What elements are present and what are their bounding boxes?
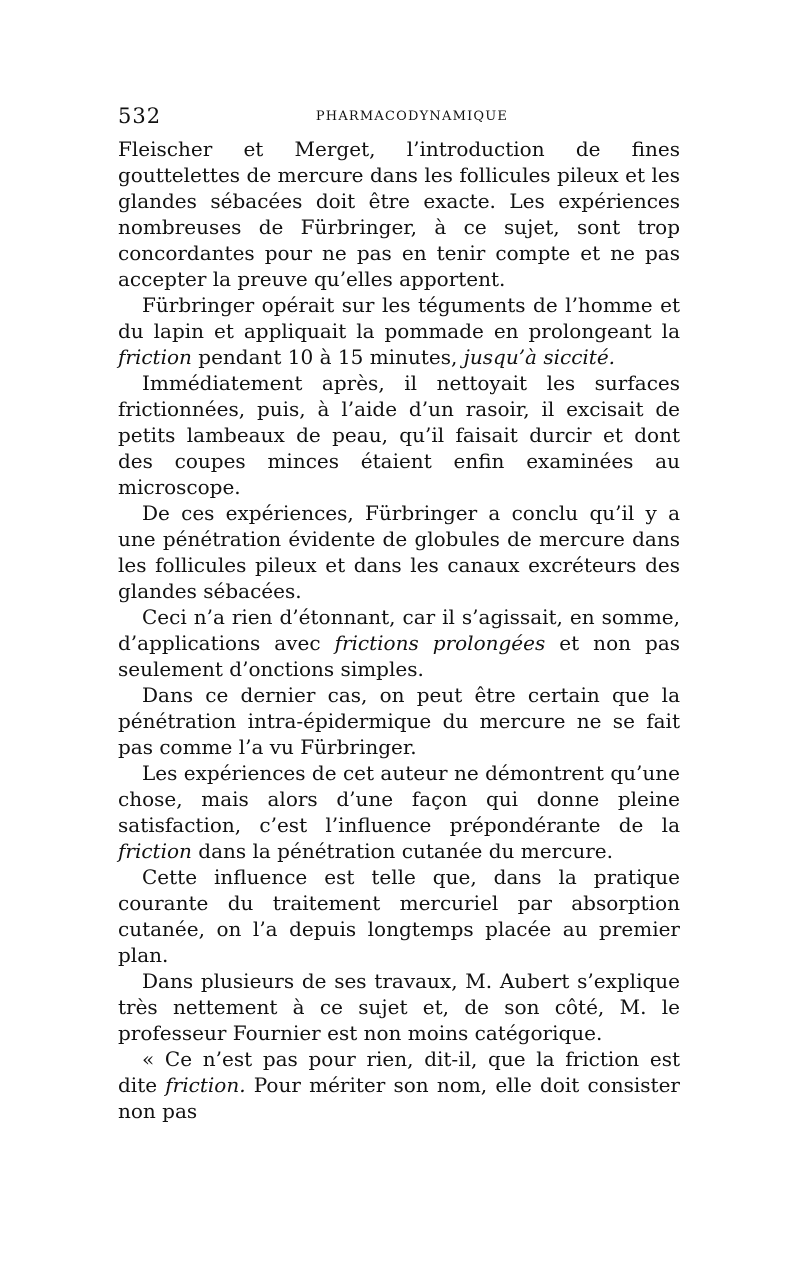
text-run: Dans ce dernier cas, on peut être certain que la pénétration intra-épidermique du mercure ne se fait pas comme l’a vu Fürbringer. [118,683,680,759]
text-run: Fürbringer opérait sur les téguments de l’homme et du lapin et appliquait la pommade en prolongeant la [118,293,680,343]
text-run: dans la pénétration cutanée du mercure. [191,839,613,863]
text-run: Dans plusieurs de ses travaux, M. Aubert s’explique très nettement à ce sujet et, de son côté, M. le professeur Fournier est non moins catégorique. [118,969,680,1045]
italic-text: friction. [165,1073,246,1097]
paragraph [118,292,680,370]
italic-text: frictions prolongées [334,631,546,655]
body-text [118,136,680,1124]
text-run: Les expériences de cet auteur ne démontrent qu’une chose, mais alors d’une façon qui donne pleine satisfaction, c’est l’influence prépondérante de la [118,761,680,837]
italic-text: jusqu’à siccité. [463,345,616,369]
page-number: 532 [118,104,162,128]
italic-text: friction [118,345,192,369]
paragraph [118,968,680,1046]
text-run: pendant 10 à 15 minutes, [191,345,464,369]
paragraph [118,864,680,968]
paragraph [118,1046,680,1124]
text-run: Pour mériter son nom, elle doit consister non pas [118,1073,680,1123]
paragraph [118,760,680,864]
text-run: Immédiatement après, il nettoyait les surfaces frictionnées, puis, à l’aide d’un rasoir, il excisait de petits lambeaux de peau, qu’il faisait durcir et dont des coupes minces étaient enfin examinées au microscope. [118,371,680,499]
text-run: Cette influence est telle que, dans la pratique courante du traitement mercuriel par absorption cutanée, on l’a depuis longtemps placée au premier plan. [118,865,680,967]
text-run: Fleischer et Merget, l’introduction de fines gouttelettes de mercure dans les follicules pileux et les glandes sébacées doit être exacte. Les expériences nombreuses de Fürbringer, à ce sujet, sont trop concordantes pour ne pas en tenir compte et ne pas accepter la preuve qu’elles apportent. [118,137,680,291]
italic-text: friction [118,839,192,863]
text-run: et non pas seulement d’onctions simples. [118,631,681,681]
running-head [118,100,680,136]
paragraph [118,370,680,500]
book-page [118,100,680,1124]
paragraph [118,500,680,604]
text-run: Ceci n’a rien d’étonnant, car il s’agissait, en somme, d’applications avec [118,605,680,655]
text-run: « Ce n’est pas pour rien, dit-il, que la friction est dite [118,1047,680,1097]
paragraph [118,682,680,760]
text-run: De ces expériences, Fürbringer a conclu qu’il y a une pénétration évidente de globules de mercure dans les follicules pileux et dans les canaux excréteurs des glandes sébacées. [118,501,680,603]
paragraph [118,136,680,292]
running-title: PHARMACODYNAMIQUE [315,109,509,124]
paragraph [118,604,680,682]
